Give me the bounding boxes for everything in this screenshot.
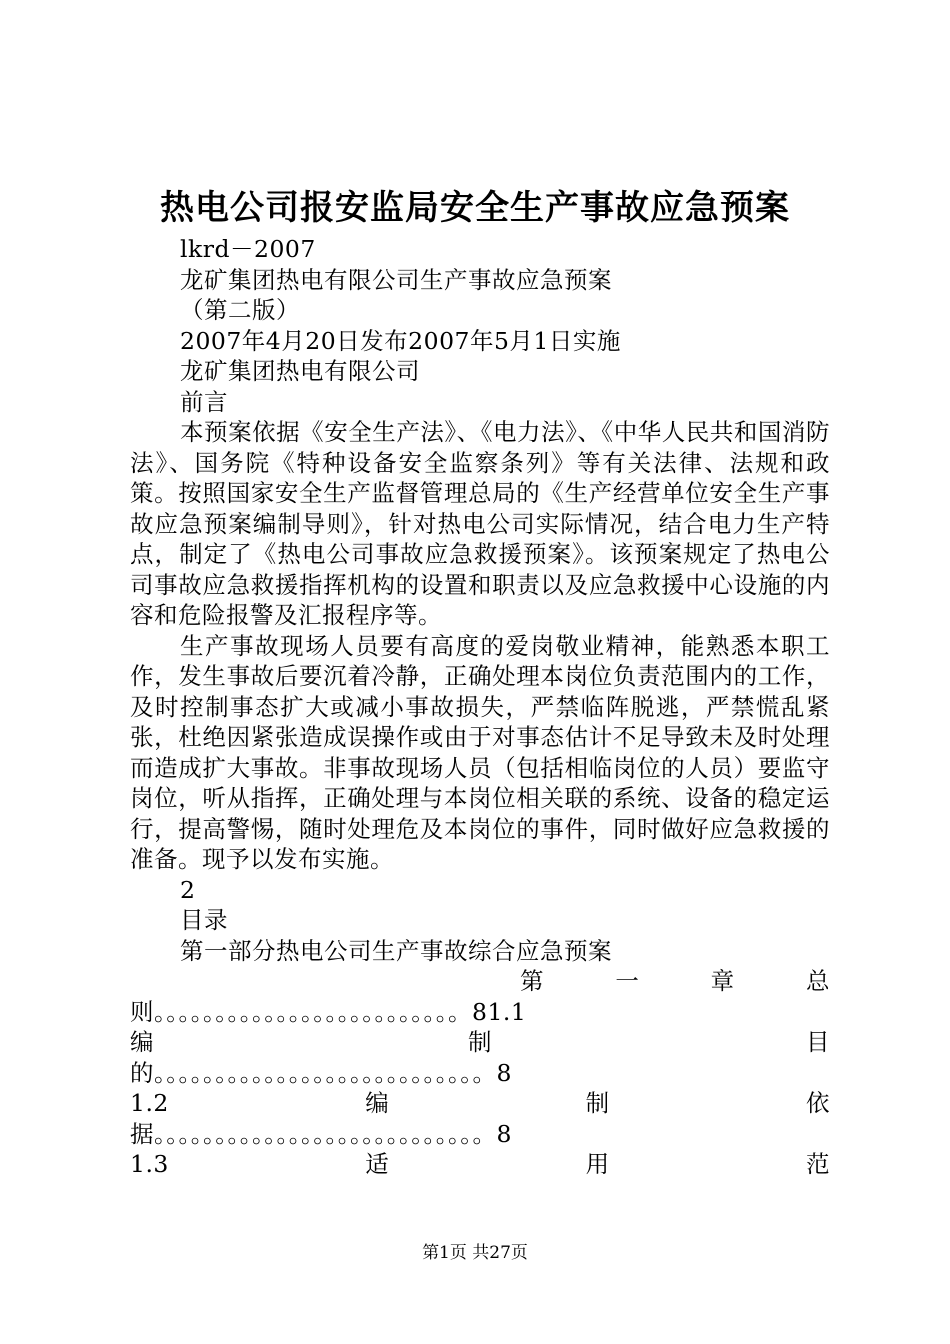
toc-word: 1.3 <box>130 1150 169 1178</box>
toc-word: 目 <box>806 1028 830 1056</box>
preface-paragraph-2: 生产事故现场人员要有高度的爱岗敬业精神，能熟悉本职工作，发生事故后要沉着冷静，正确处理本岗位负责范围内的工作，及时控制事态扩大或减小事故损失，严禁临阵脱逃，严禁慌乱紧张，杜绝因紧张造成误操作或由于对事态估计不足导致未及时处理而造成扩大事故。非事故现场人员（包括相临岗位的人员）要监守岗位，听从指挥，正确处理与本岗位相关联的系统、设备的稳定运行，提高警惕，随时处理危及本岗位的事件，同时做好应急救援的准备。现予以发布实施。 <box>130 631 830 873</box>
edition: （第二版） <box>180 296 300 324</box>
plan-name: 龙矿集团热电有限公司生产事故应急预案 <box>180 265 612 294</box>
page-marker: 2 <box>180 875 196 904</box>
document-body <box>130 234 830 1180</box>
toc-chapter-1-leader: 则。。。。。。。。。。。。。。。。。。。。。。。。。81.1 <box>130 997 527 1026</box>
toc-word: 依 <box>806 1089 830 1117</box>
toc-section-1-1-line <box>130 1027 830 1058</box>
toc-word: 1.2 <box>130 1089 169 1117</box>
toc-section-1-2-leader: 据。。。。。。。。。。。。。。。。。。。。。。。。。。。8 <box>130 1119 512 1148</box>
document-code: lkrd－2007 <box>180 235 316 263</box>
preface-heading: 前言 <box>180 387 228 416</box>
toc-word: 一 <box>615 967 640 995</box>
company-name: 龙矿集团热电有限公司 <box>180 357 420 385</box>
preface-paragraph-1: 本预案依据《安全生产法》、《电力法》、《中华人民共和国消防法》、国务院《特种设备安全监察条列》等有关法律、法规和政策。按照国家安全生产监督管理总局的《生产经营单位安全生产事故应急预案编制导则》，针对热电公司实际情况，结合电力生产特点，制定了《热电公司事故应急救援预案》。该预案规定了热电公司事故应急救援指挥机构的设置和职责以及应急救援中心设施的内容和危险报警及汇报程序等。 <box>130 418 830 629</box>
toc-word: 第 <box>520 967 544 995</box>
document-title: 热电公司报安监局安全生产事故应急预案 <box>160 188 790 228</box>
toc-section-1-1-leader: 的。。。。。。。。。。。。。。。。。。。。。。。。。。。8 <box>130 1058 512 1087</box>
issue-dates: 2007年4月20日发布2007年5月1日实施 <box>180 326 621 355</box>
toc-heading: 目录 <box>180 906 228 934</box>
toc-word: 范 <box>806 1150 830 1178</box>
toc-chapter-1-line <box>130 966 830 997</box>
toc-part-1: 第一部分热电公司生产事故综合应急预案 <box>180 936 612 965</box>
toc-word: 总 <box>805 967 830 995</box>
toc-word: 编 <box>365 1089 390 1117</box>
toc-word: 编 <box>130 1028 154 1056</box>
toc-word: 章 <box>710 967 735 995</box>
toc-section-1-2-line <box>130 1088 830 1119</box>
toc-word: 制 <box>585 1089 610 1117</box>
toc-word: 用 <box>585 1150 610 1178</box>
toc-word: 制 <box>468 1028 492 1056</box>
page-footer: 第1页 共27页 <box>422 1243 528 1263</box>
toc-section-1-3-line <box>130 1149 830 1180</box>
toc-word: 适 <box>365 1150 390 1178</box>
